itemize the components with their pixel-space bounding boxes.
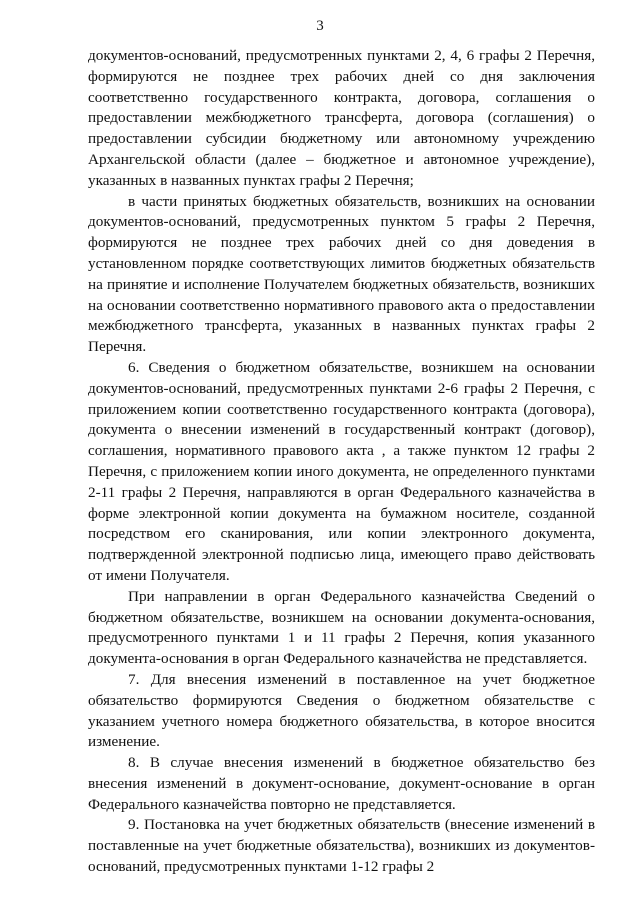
- document-body: [88, 46, 595, 878]
- paragraph-1: документов-оснований, предусмотренных пунктами 2, 4, 6 графы 2 Перечня, формируются не позднее трех рабочих дней со дня заключения соответственно государственного контракта, договора, соглашения о предоставлении межбюджетного трансферта, договора (соглашения) о предоставлении субсидии бюджетному или автономному учреждению Архангельской области (далее – бюджетное и автономное учреждение), указанных в названных пунктах графы 2 Перечня;: [88, 47, 595, 189]
- paragraph-5: 7. Для внесения изменений в поставленное на учет бюджетное обязательство формируются Сведения о бюджетном обязательстве с указанием учетного номера бюджетного обязательства, в которое вносится изменение.: [88, 670, 595, 751]
- paragraph-7: 9. Постановка на учет бюджетных обязательств (внесение изменений в поставленные на учет бюджетные обязательства), возникших из документов-оснований, предусмотренных пунктами 1-12 графы 2: [88, 816, 595, 876]
- paragraph-3: 6. Сведения о бюджетном обязательстве, возникшем на основании документов-оснований, предусмотренных пунктами 2-6 графы 2 Перечня, с приложением копии соответственно государственного контракта (договора), документа о внесении изменений в государственный контракт (договор), соглашения, нормативного правового акта , а также пунктом 12 графы 2 Перечня, с приложением копии иного документа, не определенного пунктами 2-11 графы 2 Перечня, направляются в орган Федерального казначейства в форме электронной копии документа на бумажном носителе, созданной посредством его сканирования, или копии электронного документа, подтвержденной электронной подписью лица, имеющего право действовать от имени Получателя.: [88, 358, 595, 584]
- paragraph-6: 8. В случае внесения изменений в бюджетное обязательство без внесения изменений в документ-основание, документ-основание в орган Федерального казначейства повторно не представляется.: [88, 754, 595, 813]
- paragraph-4: При направлении в орган Федерального казначейства Сведений о бюджетном обязательстве, возникшем на основании документа-основания, предусмотренного пунктами 1 и 11 графы 2 Перечня, копия указанного документа-основания в орган Федерального казначейства не представляется.: [88, 587, 595, 668]
- paragraph-2: в части принятых бюджетных обязательств, возникших на основании документов-оснований, предусмотренных пунктом 5 графы 2 Перечня, формируются не позднее трех рабочих дней со дня доведения в установленном порядке соответствующих лимитов бюджетных обязательств на принятие и исполнение Получателем бюджетных обязательств, возникших на основании соответственно нормативного правового акта о предоставлении межбюджетного трансферта, указанных в названных пунктах графы 2 Перечня.: [88, 192, 595, 356]
- page-number: 3: [316, 18, 324, 34]
